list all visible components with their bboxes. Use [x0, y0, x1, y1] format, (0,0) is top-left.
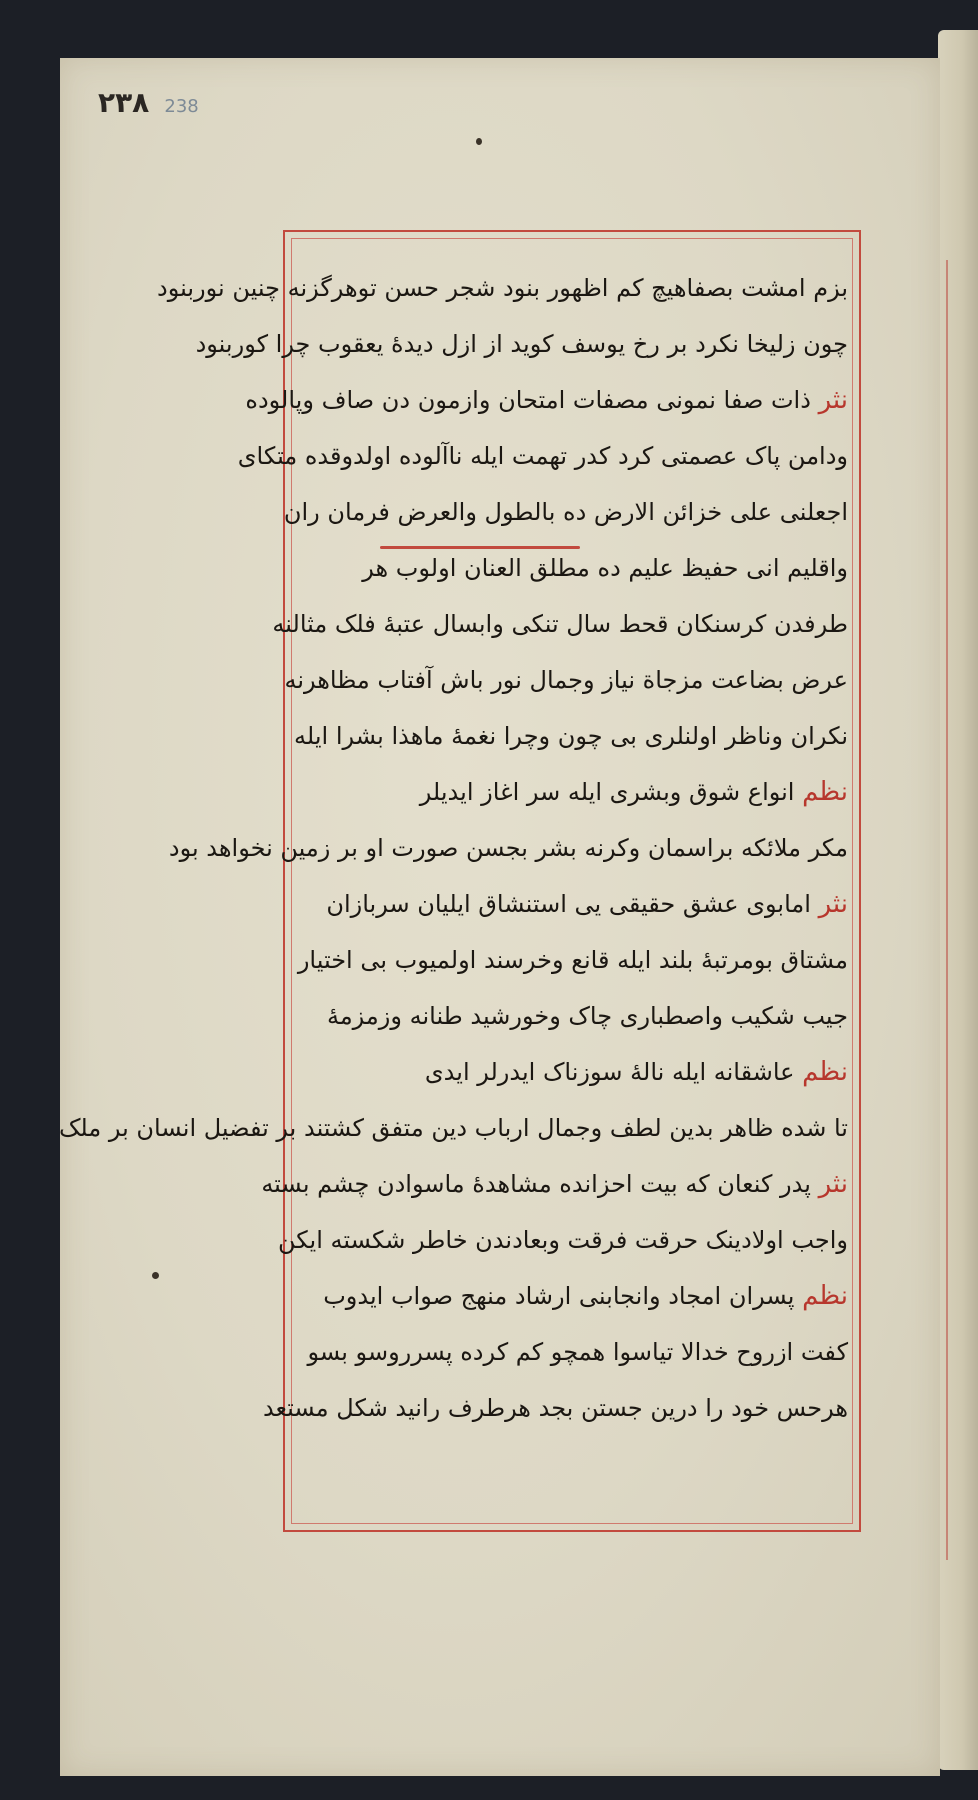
- line-text: تا شده ظاهر بدین لطف وجمال ارباب دین متفق کشتند بر تفضیل انسان بر ملک: [58, 1114, 848, 1142]
- text-line-8: [284, 652, 848, 708]
- rubric-marker: نظم: [802, 1281, 848, 1311]
- line-text: بزم امشت بصفاهیچ کم اظهور بنود شجر حسن توهرگزنه چنین نوربنود: [157, 274, 848, 302]
- text-block: [58, 260, 848, 1510]
- rubric-marker: نثر: [818, 889, 848, 919]
- line-text: واقلیم انی حفیظ علیم ده مطلق العنان اولوب هر: [362, 554, 848, 582]
- text-line-13: [297, 932, 848, 988]
- text-line-10: [300, 764, 848, 820]
- ink-spot: [476, 138, 482, 145]
- rubric-marker: نثر: [818, 385, 848, 415]
- folio-number-pencil: 238: [164, 96, 199, 117]
- line-text: عرض بضاعت مزجاة نیاز وجمال نور باش آفتاب مظاهرنه: [284, 666, 848, 694]
- ink-spot: [152, 1272, 159, 1279]
- line-text: جیب شکیب واصطباری چاک وخورشید طنانه وزمزمهٔ: [326, 1002, 848, 1030]
- line-text: نکران وناظر اولنلری بی چون وچرا نغمهٔ ماهذا بشرا ایله: [294, 722, 848, 750]
- line-text: واجب اولادینک حرقت فرقت وبعادندن خاطر شکسته ایکن: [278, 1226, 848, 1254]
- text-line-16: [58, 1100, 848, 1156]
- text-line-15: [300, 1044, 848, 1100]
- text-line-12: [300, 876, 848, 932]
- text-line-17: [261, 1156, 848, 1212]
- rubric-marker: نظم: [802, 777, 848, 807]
- line-text: امابوی عشق حقیقی یی استنشاق ایلیان سربازان: [326, 890, 811, 918]
- line-text: پسران امجاد وانجابنی ارشاد منهج صواب ایدوب: [323, 1282, 795, 1310]
- text-line-18: [278, 1212, 848, 1268]
- text-line-19: [300, 1268, 848, 1324]
- adjacent-page-edge: [938, 30, 978, 1770]
- line-text: پدر کنعان که بیت احزانده مشاهدهٔ ماسوادن چشم بسته: [261, 1170, 811, 1198]
- rubric-marker: نظم: [802, 1057, 848, 1087]
- text-line-7: [272, 596, 848, 652]
- text-line-21: [262, 1380, 848, 1436]
- line-text: عاشقانه ایله نالهٔ سوزناک ایدرلر ایدی: [424, 1058, 795, 1086]
- line-text: ودامن پاک عصمتی کرد کدر تهمت ایله ناآلوده اولدوقده متکای: [237, 442, 848, 470]
- text-line-9: [294, 708, 848, 764]
- text-line-4: [237, 428, 848, 484]
- text-line-5: [283, 484, 848, 540]
- line-text: مکر ملائکه براسمان وکرنه بشر بجسن صورت او بر زمین نخواهد بود: [168, 834, 848, 862]
- line-text: چون زلیخا نکرد بر رخ یوسف کوید از ازل دیدهٔ یعقوب چرا کوربنود: [195, 330, 848, 358]
- line-text: ذات صفا نمونی مصفات امتحان وازمون دن صاف وپالوده: [245, 386, 811, 414]
- text-line-11: [168, 820, 848, 876]
- text-line-3: [245, 372, 848, 428]
- rubric-marker: نثر: [818, 1169, 848, 1199]
- line-text: هرحس خود را درین جستن بجد هرطرف رانید شکل مستعد: [262, 1394, 848, 1422]
- text-line-1: [157, 260, 848, 316]
- text-line-2: [195, 316, 848, 372]
- line-text: اجعلنی علی خزائن الارض ده بالطول والعرض فرمان ران: [283, 498, 848, 526]
- folio-number: [98, 86, 199, 119]
- line-text: مشتاق بومرتبهٔ بلند ایله قانع وخرسند اولمیوب بی اختیار: [297, 946, 848, 974]
- line-text: کفت ازروح خدالا تیاسوا همچو کم کرده پسرروسو بسو: [307, 1338, 848, 1366]
- line-text: انواع شوق وبشری ایله سر اغاز ایدیلر: [419, 778, 795, 806]
- line-text: طرفدن کرسنکان قحط سال تنکی وابسال عتبهٔ فلک مثالنه: [272, 610, 848, 638]
- text-line-6: [300, 540, 848, 596]
- text-line-20: [300, 1324, 848, 1380]
- folio-number-arabic: ٢٣٨: [98, 86, 150, 119]
- text-line-14: [300, 988, 848, 1044]
- adjacent-page-frame-bleed: [946, 260, 951, 1560]
